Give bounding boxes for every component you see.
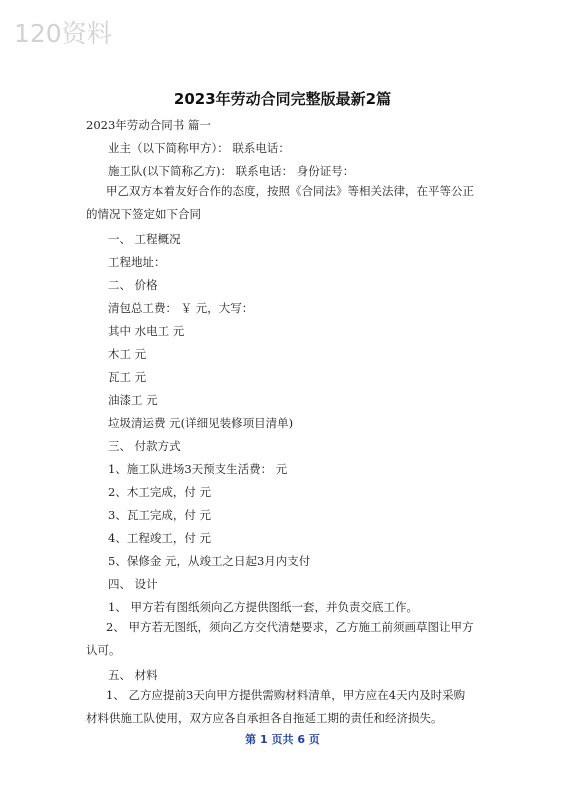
section-3-heading: 三、 付款方式 [108, 439, 181, 453]
payment-item-1: 1、施工队进场3天预支生活费： 元 [108, 462, 288, 476]
payment-item-3: 3、瓦工完成，付 元 [108, 508, 211, 522]
plumbing-line: 其中 水电工 元 [108, 324, 185, 338]
section-1-heading: 一、 工程概况 [108, 232, 181, 246]
page-footer: 第 1 页共 6 页 [245, 733, 320, 746]
party-a-line: 业主（以下简称甲方）： 联系电话： [108, 141, 290, 155]
painting-line: 油漆工 元 [108, 393, 158, 407]
section-4-heading: 四、 设计 [108, 577, 158, 591]
payment-item-4: 4、工程竣工，付 元 [108, 531, 211, 545]
intro-paragraph: 甲乙双方本着友好合作的态度，按照《合同法》等相关法律，在平等公正的情况下签定如下合同 [86, 184, 474, 221]
party-b-line: 施工队(以下简称乙方)： 联系电话： 身份证号： [108, 164, 355, 178]
payment-item-2: 2、木工完成，付 元 [108, 485, 211, 499]
page-title: 2023年劳动合同完整版最新2篇 [173, 90, 392, 108]
garbage-line: 垃圾清运费 元(详细见装修项目清单) [108, 416, 294, 430]
tiling-line: 瓦工 元 [108, 370, 147, 384]
design-item-2: 2、 甲方若无图纸，须向乙方交代清楚要求，乙方施工前须画草图让甲方认可。 [86, 620, 474, 657]
material-item-1: 1、 乙方应提前3天向甲方提供需购材料清单，甲方应在4天内及时采购材料供施工队使用，双方应各自承担各自拖延工期的责任和经济损失。 [86, 688, 466, 725]
total-fee-line: 清包总工费： ￥ 元，大写： [108, 301, 254, 315]
carpentry-line: 木工 元 [108, 347, 147, 361]
section-2-heading: 二、 价格 [108, 278, 158, 292]
doc-heading: 2023年劳动合同书 篇一 [86, 118, 211, 132]
section-5-heading: 五、 材料 [108, 668, 158, 682]
project-address: 工程地址： [108, 255, 166, 269]
watermark: 120资料 [14, 19, 112, 48]
payment-item-5: 5、保修金 元，从竣工之日起3月内支付 [108, 554, 311, 568]
design-item-1: 1、 甲方若有图纸须向乙方提供图纸一套，并负责交底工作。 [108, 600, 418, 614]
